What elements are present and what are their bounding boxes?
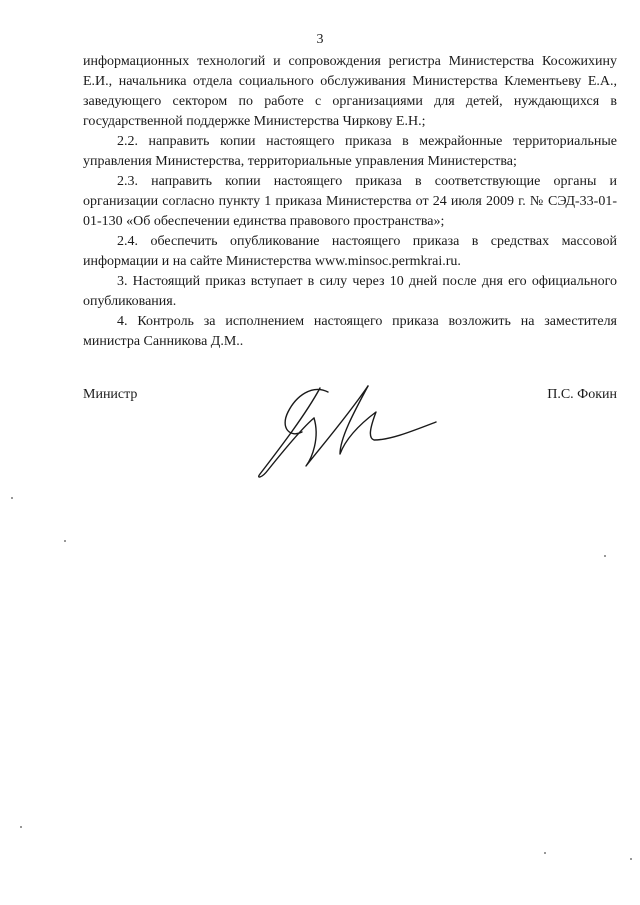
- scan-speck: [604, 555, 606, 557]
- paragraph-continued: информационных технологий и сопровождения регистра Министерства Косожихину Е.И., начальника отдела социального обслуживания Министерства Клементьеву Е.А., заведующего сектором по работе с организациями для детей, нуждающихся в государственной поддержке Министерства Чиркову Е.Н.;: [83, 54, 617, 129]
- scan-speck: [11, 497, 13, 499]
- paragraph-2-2: 2.2. направить копии настоящего приказа в межрайонные территориальные управления Министерства, территориальные управления Министерства;: [83, 134, 617, 169]
- page-number: 3: [316, 32, 324, 47]
- paragraph-3: 3. Настоящий приказ вступает в силу через 10 дней после дня его официального опубликования.: [83, 274, 617, 309]
- paragraph-2-3: 2.3. направить копии настоящего приказа в соответствующие органы и организации согласно пункту 1 приказа Министерства от 24 июля 2009 г. № СЭД-33-01-01-130 «Об обеспечении единства правового пространства»;: [83, 174, 617, 229]
- paragraph-4: 4. Контроль за исполнением настоящего приказа возложить на заместителя министра Санникова Д.М..: [83, 314, 617, 349]
- paragraph-2-4: 2.4. обеспечить опубликование настоящего приказа в средствах массовой информации и на сайте Министерства www.minsoc.permkrai.ru.: [83, 234, 617, 269]
- scan-speck: [544, 852, 546, 854]
- handwritten-signature-icon: [250, 378, 440, 488]
- signatory-title: Министр: [83, 387, 138, 402]
- scan-speck: [630, 858, 632, 860]
- signatory-name: П.С. Фокин: [547, 387, 617, 402]
- scan-speck: [20, 826, 22, 828]
- scan-speck: [64, 540, 66, 542]
- document-body: [83, 52, 617, 352]
